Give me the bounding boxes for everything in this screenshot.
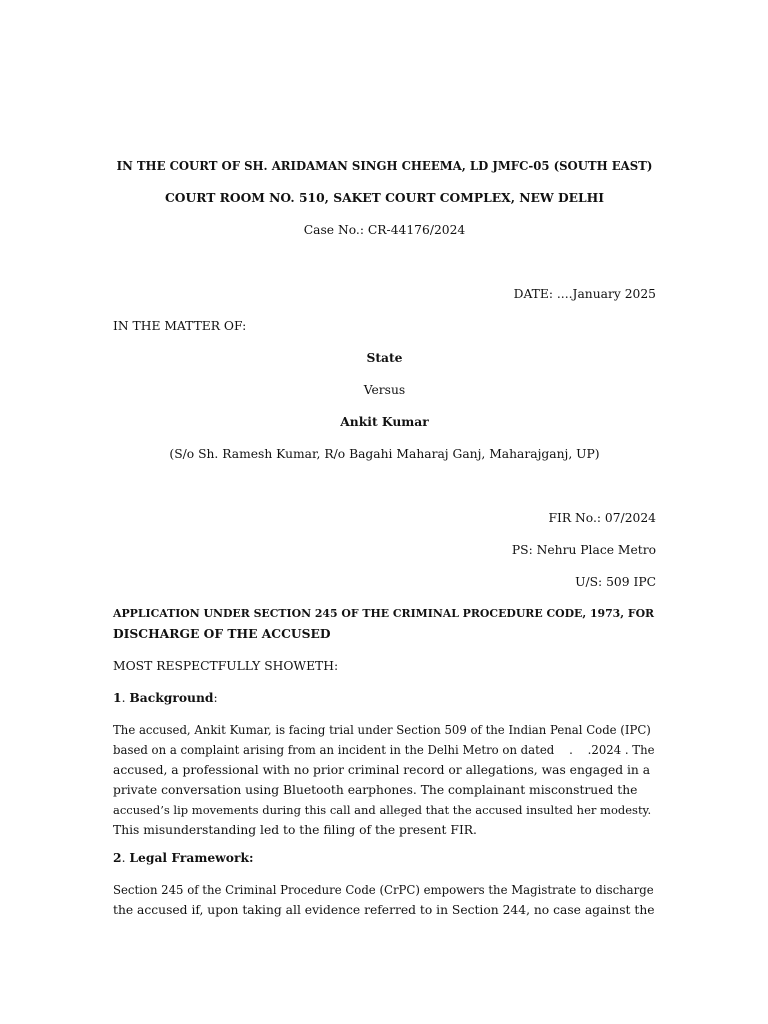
party-state: State (366, 350, 403, 365)
police-station: PS: Nehru Place Metro (511, 543, 656, 557)
section-heading-legal-framework: 2. Legal Framework: (113, 850, 254, 865)
paragraph-line: The accused, Ankit Kumar, is facing trial under Section 509 of the Indian Penal Code (IPC) (113, 723, 651, 737)
document-date: DATE: ....January 2025 (513, 287, 656, 301)
application-title-line-2: DISCHARGE OF THE ACCUSED (113, 626, 331, 641)
accused-details: (S/o Sh. Ramesh Kumar, R/o Bagahi Maharaj Ganj, Maharajganj, UP) (169, 447, 600, 461)
section-number: 1 (113, 690, 122, 705)
court-title: IN THE COURT OF SH. ARIDAMAN SINGH CHEEMA, LD JMFC-05 (SOUTH EAST) (116, 159, 653, 173)
paragraph-line: Section 245 of the Criminal Procedure Code (CrPC) empowers the Magistrate to discharge (113, 883, 654, 897)
showeth-line: MOST RESPECTFULLY SHOWETH: (113, 659, 339, 673)
case-number: Case No.: CR-44176/2024 (303, 223, 466, 237)
section-number: 2 (113, 850, 122, 865)
paragraph-line: based on a complaint arising from an incident in the Delhi Metro on dated . .2024 . The (113, 743, 655, 757)
under-section: U/S: 509 IPC (575, 575, 656, 589)
paragraph-line: the accused if, upon taking all evidence referred to in Section 244, no case against the (113, 903, 655, 917)
background-paragraph (113, 720, 656, 840)
paragraph-line: private conversation using Bluetooth earphones. The complainant misconstrued the (113, 783, 638, 797)
section-heading-background: 1. Background: (113, 690, 218, 705)
paragraph-line: accused’s lip movements during this call and alleged that the accused insulted her modesty. (113, 803, 652, 817)
paragraph-line: accused, a professional with no prior criminal record or allegations, was engaged in a (113, 763, 651, 777)
versus-label: Versus (363, 383, 406, 397)
application-title-line-1: APPLICATION UNDER SECTION 245 OF THE CRIMINAL PROCEDURE CODE, 1973, FOR (113, 607, 655, 620)
fir-number: FIR No.: 07/2024 (548, 511, 656, 525)
legal-framework-paragraph (113, 880, 656, 920)
paragraph-line: This misunderstanding led to the filing of the present FIR. (113, 823, 477, 837)
section-title: Legal Framework: (129, 850, 254, 865)
party-accused: Ankit Kumar (340, 414, 429, 429)
section-title: Background (129, 690, 214, 705)
court-room-line: COURT ROOM NO. 510, SAKET COURT COMPLEX, NEW DELHI (164, 190, 605, 205)
matter-intro: IN THE MATTER OF: (113, 319, 247, 333)
